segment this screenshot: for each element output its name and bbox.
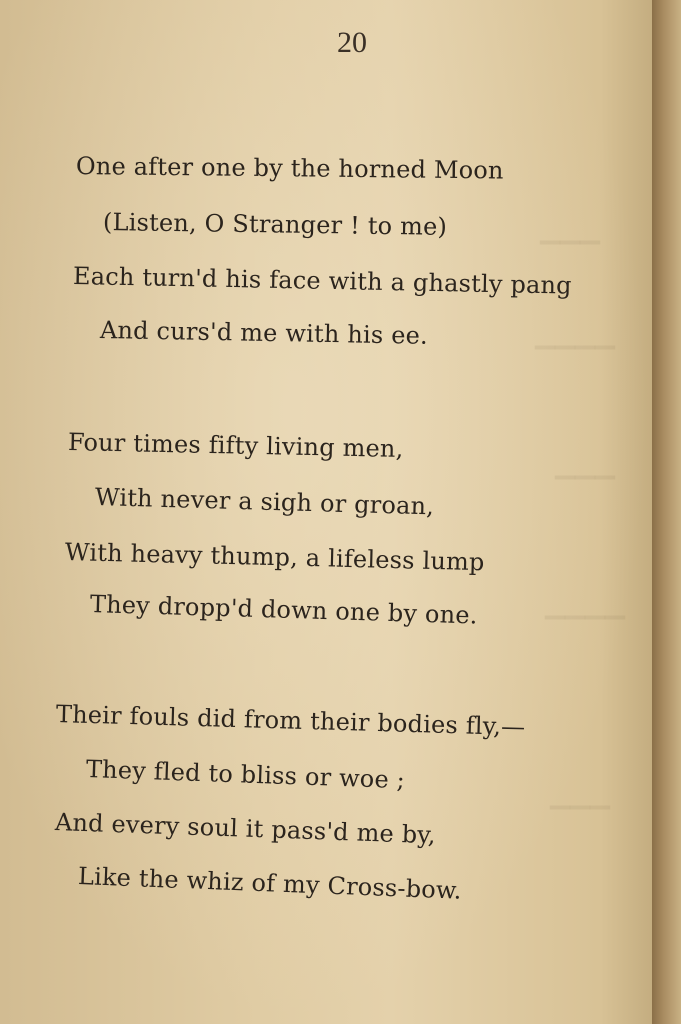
verse-line: Four times fifty living men,: [67, 428, 404, 464]
show-through-mark: ▁▁▁▁: [545, 590, 625, 619]
verse-line: They fled to bliss or woe ;: [85, 755, 406, 795]
verse-line: And every soul it pass'd me by,: [54, 808, 437, 850]
verse-line: One after one by the horned Moon: [75, 152, 504, 185]
verse-line: Like the whiz of my Cross-bow.: [77, 862, 463, 905]
verse-line: And curs'd me with his ee.: [99, 316, 429, 350]
verse-line: They dropp'd down one by one.: [89, 590, 478, 630]
page-number: 20: [337, 26, 367, 59]
verse-line: (Listen, O Stranger ! to me): [102, 208, 448, 241]
show-through-mark: ▁▁▁▁: [535, 320, 615, 349]
verse-line: Each turn'd his face with a ghastly pang: [72, 262, 573, 300]
verse-line: With heavy thump, a lifeless lump: [64, 538, 485, 577]
show-through-mark: ▁▁▁: [555, 450, 615, 479]
book-gutter-edge: [652, 0, 681, 1024]
show-through-mark: ▁▁▁: [550, 780, 610, 809]
verse-line: With never a sigh or groan,: [94, 483, 435, 521]
verse-line: Their fouls did from their bodies fly,—: [55, 700, 526, 742]
show-through-mark: ▁▁▁: [540, 215, 600, 244]
